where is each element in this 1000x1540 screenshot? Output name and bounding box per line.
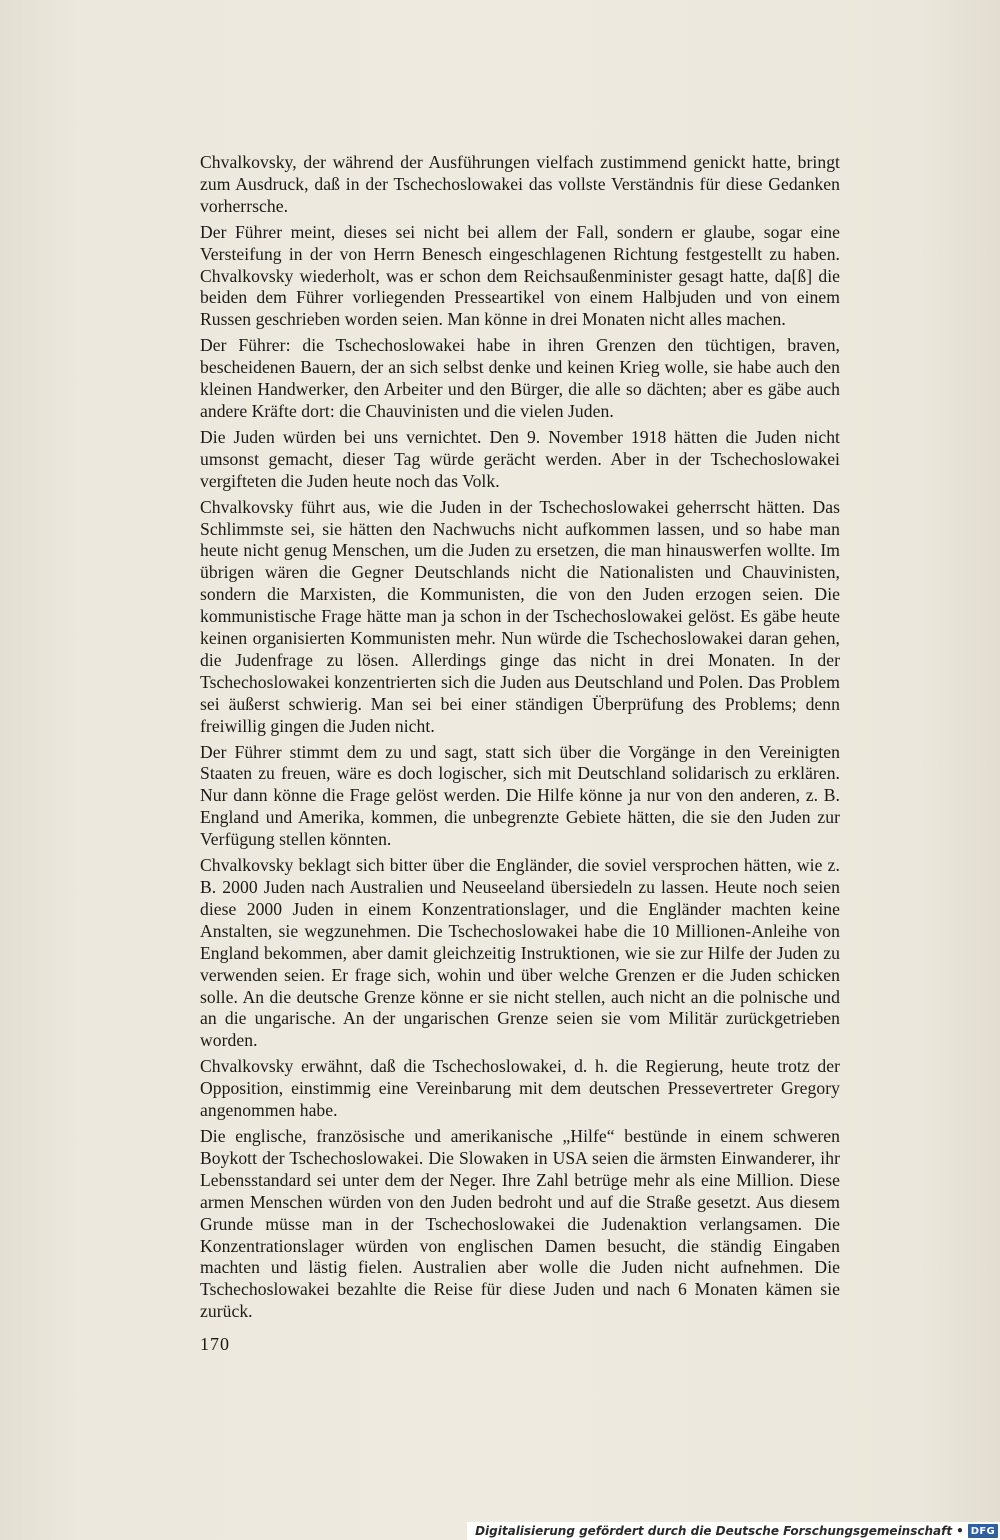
paragraph-9: Die englische, französische und amerikanische „Hilfe“ bestünde in einem schweren Boykott der Tschechoslowakei. Die Slowaken in USA seien die ärmsten Einwanderer, ihr Lebensstandard sei unter dem der Neger. Ihre Zahl betrüge mehr als eine Million. Diese armen Menschen würden von den Juden bedroht und auf die Straße gesetzt. Aus diesem Grunde müsse man in der Tschechoslowakei die Judenaktion verlangsamen. Die Konzentrationslager würden von englischen Damen besucht, die ständig Eingaben machten und lästig fielen. Australien aber wolle die Juden nicht aufnehmen. Die Tschechoslowakei bezahlte die Reise für diese Juden und nach 6 Monaten kämen sie zurück.: [200, 1125, 840, 1322]
paragraph-1: Chvalkovsky, der während der Ausführungen vielfach zustimmend genickt hatte, bringt zum Ausdruck, daß in der Tschechoslowakei das vollste Verständnis für diese Gedanken vorherrsche.: [200, 152, 840, 216]
page-number: 170: [200, 1334, 230, 1354]
paragraph-8: Chvalkovsky erwähnt, daß die Tschechoslowakei, d. h. die Regierung, heute trotz der Opposition, einstimmig eine Vereinbarung mit dem deutschen Pressevertreter Gregory angenommen habe.: [200, 1056, 840, 1121]
paragraph-4: Die Juden würden bei uns vernichtet. Den 9. November 1918 hätten die Juden nicht umsonst gemacht, dieser Tag würde gerächt werden. Aber in der Tschechoslowakei vergifteten die Juden heute noch das Volk.: [200, 426, 840, 491]
paragraph-5: Chvalkovsky führt aus, wie die Juden in der Tschechoslowakei geherrscht hätten. Das Schlimmste sei, sie hätten den Nachwuchs nicht aufkommen lassen, und so habe man heute nicht genug Menschen, um die Juden zu ersetzen, die man hinauswerfen wollte. Im übrigen wären die Gegner Deutschlands nicht die Nationalisten und Chauvinisten, sondern die Marxisten, die Kommunisten, die von den Juden erzogen seien. Die kommunistische Frage hätte man ja schon in der Tschechoslowakei gelöst. Es gäbe heute keinen organisierten Kommunisten mehr. Nun würde die Tschechoslowakei daran gehen, die Judenfrage zu lösen. Allerdings ginge das nicht in drei Monaten. In der Tschechoslowakei konzentrierten sich die Juden aus Deutschland und Polen. Das Problem sei äußerst schwierig. Man sei bei einer ständigen Überprüfung des Problems; denn freiwillig gingen die Juden nicht.: [200, 496, 840, 736]
paragraph-7: Chvalkovsky beklagt sich bitter über die Engländer, die soviel versprochen hätten, wie z. B. 2000 Juden nach Australien und Neuseeland übersiedeln zu lassen. Heute noch seien diese 2000 Juden in einem Konzentrationslager, und die Engländer machten keine Anstalten, sie wegzunehmen. Die Tschechoslowakei habe die 10 Millionen-Anleihe von England bekommen, aber damit gleichzeitig Instruktionen, wie sie zur Hilfe der Juden zu verwenden seien. Er frage sich, wohin und über welche Grenzen er die Juden schicken solle. An die deutsche Grenze könne er sie nicht stellen, auch nicht an die polnische und an die ungarische. An der ungarischen Grenze seien sie vom Militär zurückgetrieben worden.: [200, 855, 840, 1051]
body-text: [200, 152, 840, 1327]
paragraph-2: Der Führer meint, dieses sei nicht bei allem der Fall, sondern er glaube, sogar eine Versteifung in der von Herrn Benesch eingeschlagenen Richtung festgestellt zu haben. Chvalkovsky wiederholt, was er schon dem Reichsaußenminister gesagt hatte, da[ß] die beiden dem Führer vorliegenden Presseartikel von einem Halbjuden und von einem Russen geschrieben worden seien. Man könne in drei Monaten nicht alles machen.: [200, 221, 840, 330]
paragraph-6: Der Führer stimmt dem zu und sagt, statt sich über die Vorgänge in den Vereinigten Staaten zu freuen, wäre es doch logischer, sich mit Deutschland solidarisch zu erklären. Nur dann könne die Frage gelöst werden. Die Hilfe könne ja nur von den anderen, z. B. England und Amerika, kommen, die unbegrenzte Gebiete hätten, die sie den Juden zur Verfügung stellen könnten.: [200, 741, 840, 850]
paragraph-3: Der Führer: die Tschechoslowakei habe in ihren Grenzen den tüchtigen, braven, bescheidenen Bauern, der an sich selbst denke und keinen Krieg wolle, sie habe auch den kleinen Handwerker, den Arbeiter und den Bürger, die alle so dächten; aber es gäbe auch andere Kräfte dort: die Chauvinisten und die vielen Juden.: [200, 335, 840, 421]
digitization-footer: [467, 1522, 1000, 1540]
footer-text: Digitalisierung gefördert durch die Deutsche Forschungsgemeinschaft: [475, 1524, 953, 1538]
footer-separator: •: [956, 1524, 964, 1538]
dfg-logo-icon: DFG: [968, 1524, 998, 1538]
